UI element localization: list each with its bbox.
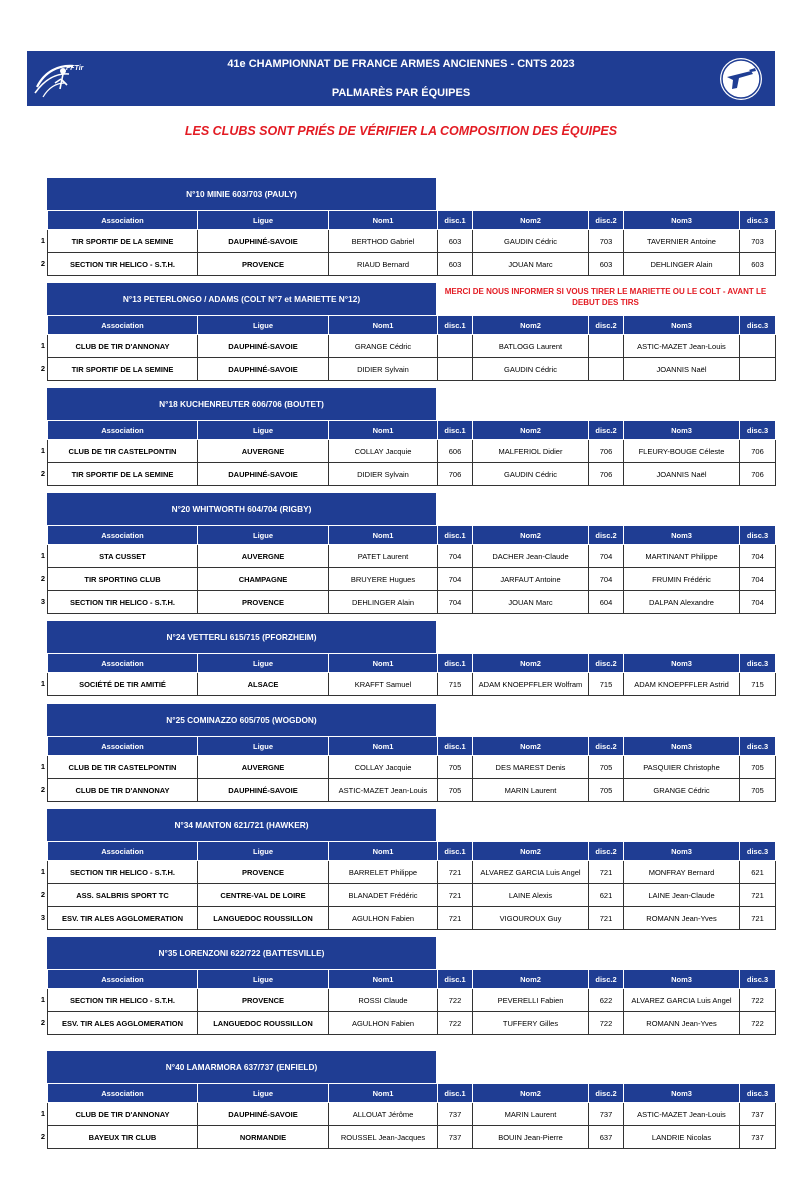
cell-disc1: 737 — [438, 1103, 473, 1126]
cell-ligue: NORMANDIE — [198, 1126, 329, 1149]
cell-disc2: 705 — [589, 756, 624, 779]
cell-disc2: 705 — [589, 779, 624, 802]
results-table — [47, 420, 776, 486]
column-header: disc.1 — [438, 316, 473, 335]
table-row — [48, 591, 776, 614]
column-header: Ligue — [198, 970, 329, 989]
column-header: Ligue — [198, 526, 329, 545]
cell-association: TIR SPORTIF DE LA SEMINE — [48, 463, 198, 486]
cell-disc3: 704 — [740, 545, 776, 568]
cell-disc1: 721 — [438, 861, 473, 884]
cell-association: SECTION TIR HELICO - S.T.H. — [48, 591, 198, 614]
cell-disc1: 704 — [438, 545, 473, 568]
cell-disc2 — [589, 358, 624, 381]
cell-nom3: ASTIC-MAZET Jean-Louis — [624, 335, 740, 358]
cell-disc3: 621 — [740, 861, 776, 884]
cell-ligue: AUVERGNE — [198, 756, 329, 779]
cell-nom2: ALVAREZ GARCIA Luis Angel — [473, 861, 589, 884]
column-header: Nom3 — [624, 654, 740, 673]
column-header: disc.1 — [438, 421, 473, 440]
cell-nom2: MARIN Laurent — [473, 779, 589, 802]
column-header: Association — [48, 1084, 198, 1103]
cell-disc1: 603 — [438, 253, 473, 276]
cell-association: BAYEUX TIR CLUB — [48, 1126, 198, 1149]
page-subtitle: PALMARÈS PAR ÉQUIPES — [331, 87, 471, 99]
column-header: disc.2 — [589, 842, 624, 861]
cell-nom3: DALPAN Alexandre — [624, 591, 740, 614]
column-header: Nom1 — [329, 526, 438, 545]
cell-disc3: 703 — [740, 230, 776, 253]
cell-disc2: 637 — [589, 1126, 624, 1149]
column-header: Ligue — [198, 737, 329, 756]
cell-disc1: 721 — [438, 884, 473, 907]
cell-nom2: PEVERELLI Fabien — [473, 989, 589, 1012]
cell-disc3: 705 — [740, 779, 776, 802]
cell-nom3: MARTINANT Philippe — [624, 545, 740, 568]
cell-nom2: BATLOGG Laurent — [473, 335, 589, 358]
cell-disc3: 706 — [740, 440, 776, 463]
cell-disc1: 706 — [438, 463, 473, 486]
column-header: disc.3 — [740, 970, 776, 989]
results-table — [47, 841, 776, 930]
table-header-row — [48, 211, 776, 230]
cell-association: TIR SPORTIF DE LA SEMINE — [48, 230, 198, 253]
cell-disc2: 622 — [589, 989, 624, 1012]
column-header: Association — [48, 842, 198, 861]
cell-disc3 — [740, 358, 776, 381]
rank-number: 2 — [40, 469, 46, 478]
rank-number: 2 — [40, 1018, 46, 1027]
cell-ligue: DAUPHINÉ-SAVOIE — [198, 779, 329, 802]
cell-disc1 — [438, 358, 473, 381]
cell-nom3: DEHLINGER Alain — [624, 253, 740, 276]
cell-disc3: 737 — [740, 1103, 776, 1126]
column-header: disc.3 — [740, 1084, 776, 1103]
column-header: Association — [48, 316, 198, 335]
cell-ligue: AUVERGNE — [198, 545, 329, 568]
column-header: disc.2 — [589, 970, 624, 989]
column-header: Nom3 — [624, 316, 740, 335]
cell-nom1: DIDIER Sylvain — [329, 358, 438, 381]
logo-text: FFTir — [66, 65, 84, 72]
column-header: Ligue — [198, 211, 329, 230]
column-header: Nom2 — [473, 421, 589, 440]
cell-ligue: DAUPHINÉ-SAVOIE — [198, 230, 329, 253]
cell-disc1 — [438, 335, 473, 358]
rank-number: 2 — [40, 1132, 46, 1141]
cell-disc2: 715 — [589, 673, 624, 696]
event-title: N°13 PETERLONGO / ADAMS (COLT N°7 et MARIETTE N°12) — [47, 283, 436, 315]
column-header: Nom1 — [329, 1084, 438, 1103]
cell-nom2: JARFAUT Antoine — [473, 568, 589, 591]
cell-disc3: 737 — [740, 1126, 776, 1149]
cell-nom1: ROUSSEL Jean-Jacques — [329, 1126, 438, 1149]
table-row — [48, 253, 776, 276]
column-header: Nom1 — [329, 211, 438, 230]
event-title: N°34 MANTON 621/721 (HAWKER) — [47, 809, 436, 841]
cell-association: STA CUSSET — [48, 545, 198, 568]
cell-disc2: 704 — [589, 568, 624, 591]
results-table — [47, 653, 776, 696]
cell-disc3: 721 — [740, 884, 776, 907]
cell-ligue: LANGUEDOC ROUSSILLON — [198, 1012, 329, 1035]
verification-notice: LES CLUBS SONT PRIÉS DE VÉRIFIER LA COMPOSITION DES ÉQUIPES — [184, 124, 618, 138]
header-banner — [27, 51, 775, 106]
cell-ligue: CHAMPAGNE — [198, 568, 329, 591]
cell-nom1: BRUYERE Hugues — [329, 568, 438, 591]
cell-association: TIR SPORTIF DE LA SEMINE — [48, 358, 198, 381]
cell-association: CLUB DE TIR CASTELPONTIN — [48, 440, 198, 463]
cell-disc1: 715 — [438, 673, 473, 696]
cell-nom3: TAVERNIER Antoine — [624, 230, 740, 253]
cell-association: SECTION TIR HELICO - S.T.H. — [48, 253, 198, 276]
column-header: Nom2 — [473, 1084, 589, 1103]
cell-disc1: 603 — [438, 230, 473, 253]
table-header-row — [48, 421, 776, 440]
column-header: Ligue — [198, 654, 329, 673]
rank-number: 1 — [40, 867, 46, 876]
cell-disc2: 604 — [589, 591, 624, 614]
cell-ligue: LANGUEDOC ROUSSILLON — [198, 907, 329, 930]
cell-nom1: COLLAY Jacquie — [329, 440, 438, 463]
column-header: Nom2 — [473, 737, 589, 756]
cell-nom1: BLANADET Frédéric — [329, 884, 438, 907]
column-header: Nom3 — [624, 211, 740, 230]
column-header: disc.2 — [589, 737, 624, 756]
column-header: disc.2 — [589, 421, 624, 440]
cell-disc2: 706 — [589, 463, 624, 486]
cell-disc3: 722 — [740, 989, 776, 1012]
column-header: Nom1 — [329, 654, 438, 673]
cell-disc2: 704 — [589, 545, 624, 568]
cell-nom3: JOANNIS Naël — [624, 463, 740, 486]
rank-number: 2 — [40, 890, 46, 899]
cell-nom2: VIGOUROUX Guy — [473, 907, 589, 930]
cell-nom2: GAUDIN Cédric — [473, 230, 589, 253]
cell-nom2: MALFERIOL Didier — [473, 440, 589, 463]
column-header: Nom2 — [473, 526, 589, 545]
column-header: Nom2 — [473, 842, 589, 861]
cell-disc3: 603 — [740, 253, 776, 276]
page-title: 41e CHAMPIONNAT DE FRANCE ARMES ANCIENNES - CNTS 2023 — [227, 58, 575, 70]
column-header: disc.3 — [740, 421, 776, 440]
table-row — [48, 335, 776, 358]
cell-nom1: RIAUD Bernard — [329, 253, 438, 276]
cell-nom1: DIDIER Sylvain — [329, 463, 438, 486]
cell-nom2: GAUDIN Cédric — [473, 358, 589, 381]
rank-number: 2 — [40, 785, 46, 794]
cell-disc1: 704 — [438, 591, 473, 614]
cell-nom2: JOUAN Marc — [473, 591, 589, 614]
cell-ligue: AUVERGNE — [198, 440, 329, 463]
cell-nom2: LAINE Alexis — [473, 884, 589, 907]
column-header: Nom3 — [624, 970, 740, 989]
column-header: disc.2 — [589, 316, 624, 335]
results-table — [47, 525, 776, 614]
cell-disc2: 603 — [589, 253, 624, 276]
table-row — [48, 779, 776, 802]
cell-ligue: DAUPHINÉ-SAVOIE — [198, 335, 329, 358]
cell-disc1: 606 — [438, 440, 473, 463]
cell-nom1: BARRELET Philippe — [329, 861, 438, 884]
table-header-row — [48, 737, 776, 756]
cell-nom2: ADAM KNOEPFFLER Wolfram — [473, 673, 589, 696]
table-row — [48, 673, 776, 696]
cell-disc3 — [740, 335, 776, 358]
column-header: disc.2 — [589, 211, 624, 230]
cell-nom3: ALVAREZ GARCIA Luis Angel — [624, 989, 740, 1012]
cell-disc3: 704 — [740, 591, 776, 614]
cell-nom1: COLLAY Jacquie — [329, 756, 438, 779]
rank-number: 1 — [40, 679, 46, 688]
column-header: Nom2 — [473, 316, 589, 335]
cell-disc3: 715 — [740, 673, 776, 696]
column-header: Nom1 — [329, 316, 438, 335]
table-row — [48, 568, 776, 591]
cell-disc3: 706 — [740, 463, 776, 486]
column-header: disc.3 — [740, 654, 776, 673]
cell-disc1: 705 — [438, 756, 473, 779]
column-header: disc.2 — [589, 526, 624, 545]
cell-disc1: 722 — [438, 989, 473, 1012]
table-row — [48, 1126, 776, 1149]
column-header: disc.1 — [438, 526, 473, 545]
table-row — [48, 861, 776, 884]
cell-disc2: 721 — [589, 861, 624, 884]
column-header: Association — [48, 737, 198, 756]
column-header: Nom2 — [473, 654, 589, 673]
cell-disc1: 722 — [438, 1012, 473, 1035]
cell-nom3: ROMANN Jean-Yves — [624, 1012, 740, 1035]
event-note: MERCI DE NOUS INFORMER SI VOUS TIRER LE MARIETTE OU LE COLT - AVANT LE DEBUT DES TIRS — [444, 287, 767, 307]
cell-nom3: ASTIC-MAZET Jean-Louis — [624, 1103, 740, 1126]
table-header-row — [48, 842, 776, 861]
table-header-row — [48, 654, 776, 673]
cell-ligue: PROVENCE — [198, 591, 329, 614]
cell-nom3: PASQUIER Christophe — [624, 756, 740, 779]
column-header: disc.1 — [438, 654, 473, 673]
column-header: Nom3 — [624, 1084, 740, 1103]
cell-disc3: 722 — [740, 1012, 776, 1035]
column-header: Nom2 — [473, 211, 589, 230]
cell-disc2: 621 — [589, 884, 624, 907]
column-header: disc.2 — [589, 1084, 624, 1103]
rank-number: 1 — [40, 995, 46, 1004]
cell-disc3: 704 — [740, 568, 776, 591]
column-header: disc.3 — [740, 211, 776, 230]
column-header: disc.1 — [438, 211, 473, 230]
cell-disc2: 721 — [589, 907, 624, 930]
cell-disc2: 722 — [589, 1012, 624, 1035]
column-header: Ligue — [198, 842, 329, 861]
column-header: Association — [48, 654, 198, 673]
cell-nom2: DES MAREST Denis — [473, 756, 589, 779]
table-row — [48, 358, 776, 381]
cell-nom1: ASTIC-MAZET Jean-Louis — [329, 779, 438, 802]
cell-association: SOCIÉTÉ DE TIR AMITIÉ — [48, 673, 198, 696]
column-header: Nom1 — [329, 737, 438, 756]
column-header: disc.3 — [740, 316, 776, 335]
column-header: disc.1 — [438, 842, 473, 861]
cell-nom3: ADAM KNOEPFFLER Astrid — [624, 673, 740, 696]
rank-number: 3 — [40, 597, 46, 606]
table-header-row — [48, 316, 776, 335]
event-title: N°10 MINIE 603/703 (PAULY) — [47, 178, 436, 210]
column-header: disc.1 — [438, 737, 473, 756]
table-row — [48, 756, 776, 779]
cell-association: CLUB DE TIR D'ANNONAY — [48, 335, 198, 358]
rank-number: 2 — [40, 364, 46, 373]
table-header-row — [48, 526, 776, 545]
cell-nom2: TUFFERY Gilles — [473, 1012, 589, 1035]
cell-nom2: MARIN Laurent — [473, 1103, 589, 1126]
cell-nom2: BOUIN Jean-Pierre — [473, 1126, 589, 1149]
cell-nom2: DACHER Jean-Claude — [473, 545, 589, 568]
cell-ligue: DAUPHINÉ-SAVOIE — [198, 463, 329, 486]
rank-number: 1 — [40, 446, 46, 455]
results-table — [47, 969, 776, 1035]
rank-number: 2 — [40, 574, 46, 583]
rank-number: 1 — [40, 551, 46, 560]
cell-nom3: LAINE Jean-Claude — [624, 884, 740, 907]
cell-ligue: PROVENCE — [198, 861, 329, 884]
cell-nom3: ROMANN Jean-Yves — [624, 907, 740, 930]
cell-nom3: FLEURY-BOUGE Céleste — [624, 440, 740, 463]
cell-ligue: CENTRE-VAL DE LOIRE — [198, 884, 329, 907]
column-header: Nom1 — [329, 842, 438, 861]
event-title: N°25 COMINAZZO 605/705 (WOGDON) — [47, 704, 436, 736]
event-title: N°35 LORENZONI 622/722 (BATTESVILLE) — [47, 937, 436, 969]
cell-association: SECTION TIR HELICO - S.T.H. — [48, 861, 198, 884]
table-row — [48, 545, 776, 568]
column-header: Nom1 — [329, 421, 438, 440]
cell-nom1: AGULHON Fabien — [329, 907, 438, 930]
cell-association: SECTION TIR HELICO - S.T.H. — [48, 989, 198, 1012]
column-header: Nom3 — [624, 842, 740, 861]
cell-nom1: BERTHOD Gabriel — [329, 230, 438, 253]
cell-nom3: MONFRAY Bernard — [624, 861, 740, 884]
column-header: Nom3 — [624, 526, 740, 545]
table-row — [48, 1103, 776, 1126]
cell-nom3: JOANNIS Naël — [624, 358, 740, 381]
cell-ligue: DAUPHINÉ-SAVOIE — [198, 1103, 329, 1126]
cell-disc1: 721 — [438, 907, 473, 930]
cell-disc1: 705 — [438, 779, 473, 802]
column-header: Association — [48, 211, 198, 230]
table-row — [48, 907, 776, 930]
cell-nom1: GRANGE Cédric — [329, 335, 438, 358]
column-header: disc.3 — [740, 526, 776, 545]
results-table — [47, 315, 776, 381]
column-header: disc.1 — [438, 970, 473, 989]
cell-disc2: 706 — [589, 440, 624, 463]
table-row — [48, 463, 776, 486]
cell-disc2 — [589, 335, 624, 358]
cell-association: ESV. TIR ALES AGGLOMERATION — [48, 1012, 198, 1035]
column-header: Nom2 — [473, 970, 589, 989]
cell-nom1: DEHLINGER Alain — [329, 591, 438, 614]
cell-association: CLUB DE TIR D'ANNONAY — [48, 1103, 198, 1126]
cell-nom3: GRANGE Cédric — [624, 779, 740, 802]
column-header: Association — [48, 970, 198, 989]
cell-disc3: 721 — [740, 907, 776, 930]
column-header: Nom3 — [624, 737, 740, 756]
cell-disc3: 705 — [740, 756, 776, 779]
cell-disc2: 737 — [589, 1103, 624, 1126]
cell-nom3: FRUMIN Frédéric — [624, 568, 740, 591]
column-header: Nom3 — [624, 421, 740, 440]
cell-association: CLUB DE TIR CASTELPONTIN — [48, 756, 198, 779]
event-title: N°18 KUCHENREUTER 606/706 (BOUTET) — [47, 388, 436, 420]
cell-nom1: ALLOUAT Jérôme — [329, 1103, 438, 1126]
cell-nom1: PATET Laurent — [329, 545, 438, 568]
results-table — [47, 736, 776, 802]
cell-nom2: GAUDIN Cédric — [473, 463, 589, 486]
rank-number: 2 — [40, 259, 46, 268]
column-header: Association — [48, 526, 198, 545]
results-table — [47, 1083, 776, 1149]
column-header: Association — [48, 421, 198, 440]
column-header: disc.3 — [740, 842, 776, 861]
column-header: Ligue — [198, 316, 329, 335]
rank-number: 1 — [40, 236, 46, 245]
column-header: Ligue — [198, 1084, 329, 1103]
results-table — [47, 210, 776, 276]
column-header: disc.2 — [589, 654, 624, 673]
column-header: disc.3 — [740, 737, 776, 756]
cell-ligue: PROVENCE — [198, 253, 329, 276]
cell-disc1: 704 — [438, 568, 473, 591]
table-header-row — [48, 1084, 776, 1103]
cell-nom1: KRAFFT Samuel — [329, 673, 438, 696]
column-header: Nom1 — [329, 970, 438, 989]
rank-number: 1 — [40, 762, 46, 771]
event-title: N°20 WHITWORTH 604/704 (RIGBY) — [47, 493, 436, 525]
cell-disc2: 703 — [589, 230, 624, 253]
cell-ligue: DAUPHINÉ-SAVOIE — [198, 358, 329, 381]
table-row — [48, 884, 776, 907]
table-row — [48, 1012, 776, 1035]
table-row — [48, 230, 776, 253]
event-title: N°40 LAMARMORA 637/737 (ENFIELD) — [47, 1051, 436, 1083]
cell-ligue: ALSACE — [198, 673, 329, 696]
pistol-emblem-icon — [717, 55, 765, 103]
table-row — [48, 989, 776, 1012]
column-header: disc.1 — [438, 1084, 473, 1103]
cell-nom1: ROSSI Claude — [329, 989, 438, 1012]
cell-ligue: PROVENCE — [198, 989, 329, 1012]
rank-number: 1 — [40, 341, 46, 350]
cell-nom3: LANDRIE Nicolas — [624, 1126, 740, 1149]
rank-number: 1 — [40, 1109, 46, 1118]
cell-nom1: AGULHON Fabien — [329, 1012, 438, 1035]
rank-number: 3 — [40, 913, 46, 922]
cell-association: ESV. TIR ALES AGGLOMERATION — [48, 907, 198, 930]
cell-association: ASS. SALBRIS SPORT TC — [48, 884, 198, 907]
cell-association: CLUB DE TIR D'ANNONAY — [48, 779, 198, 802]
table-header-row — [48, 970, 776, 989]
column-header: Ligue — [198, 421, 329, 440]
table-row — [48, 440, 776, 463]
event-title: N°24 VETTERLI 615/715 (PFORZHEIM) — [47, 621, 436, 653]
cell-disc1: 737 — [438, 1126, 473, 1149]
cell-nom2: JOUAN Marc — [473, 253, 589, 276]
cell-association: TIR SPORTING CLUB — [48, 568, 198, 591]
